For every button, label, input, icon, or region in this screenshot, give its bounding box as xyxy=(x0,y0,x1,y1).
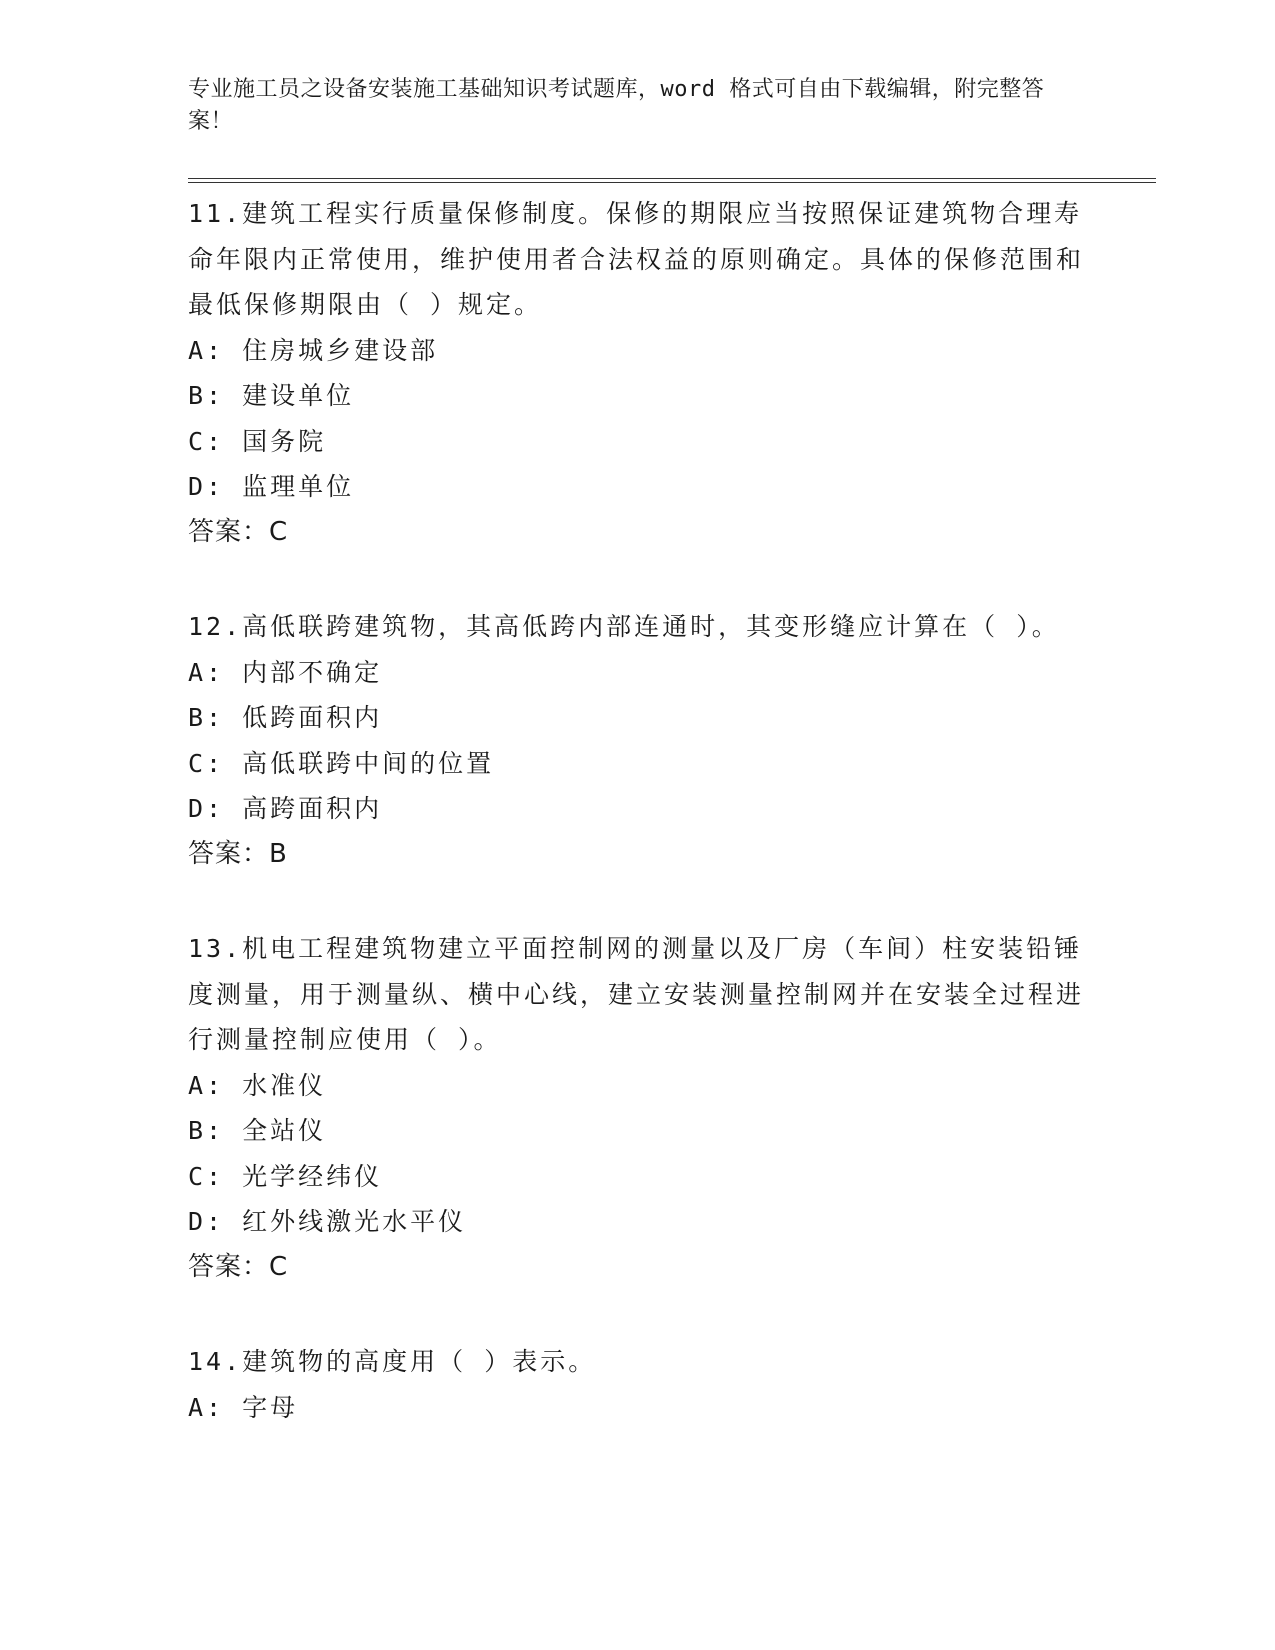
question-stem: 11.建筑工程实行质量保修制度。保修的期限应当按照保证建筑物合理寿命年限内正常使用，维护使用者合法权益的原则确定。具体的保修范围和最低保修期限由（ ）规定。 xyxy=(188,199,1085,319)
answer: 答案：C xyxy=(188,516,289,547)
option-c: C: 高低联跨中间的位置 xyxy=(188,748,495,778)
question-list xyxy=(188,191,1088,1479)
question-13 xyxy=(188,926,1088,1290)
option-a: A: 内部不确定 xyxy=(188,657,383,687)
question-stem: 14.建筑物的高度用（ ）表示。 xyxy=(188,1347,597,1376)
option-a: A: 水准仪 xyxy=(188,1070,327,1100)
question-14 xyxy=(188,1339,1088,1430)
question-stem: 12.高低联跨建筑物，其高低跨内部连通时，其变形缝应计算在（ ）。 xyxy=(188,612,1060,641)
document-header: 专业施工员之设备安装施工基础知识考试题库，word 格式可自由下载编辑，附完整答案！ xyxy=(188,77,1045,134)
option-b: B: 建设单位 xyxy=(188,381,355,410)
option-a: A: 字母 xyxy=(188,1392,299,1422)
question-11 xyxy=(188,191,1088,555)
answer: 答案：B xyxy=(188,838,288,869)
header-divider xyxy=(188,178,1156,183)
option-c: C: 光学经纬仪 xyxy=(188,1161,383,1191)
option-d: D: 高跨面积内 xyxy=(188,794,383,823)
question-stem: 13.机电工程建筑物建立平面控制网的测量以及厂房（车间）柱安装铅锤度测量，用于测量纵、横中心线，建立安装测量控制网并在安装全过程进行测量控制应使用（ ）。 xyxy=(188,934,1085,1054)
question-12 xyxy=(188,604,1088,877)
option-c: C: 国务院 xyxy=(188,426,327,456)
answer: 答案：C xyxy=(188,1251,289,1282)
option-d: D: 监理单位 xyxy=(188,472,355,501)
option-b: B: 低跨面积内 xyxy=(188,703,383,732)
option-d: D: 红外线激光水平仪 xyxy=(188,1207,467,1236)
option-b: B: 全站仪 xyxy=(188,1116,327,1145)
option-a: A: 住房城乡建设部 xyxy=(188,335,439,365)
